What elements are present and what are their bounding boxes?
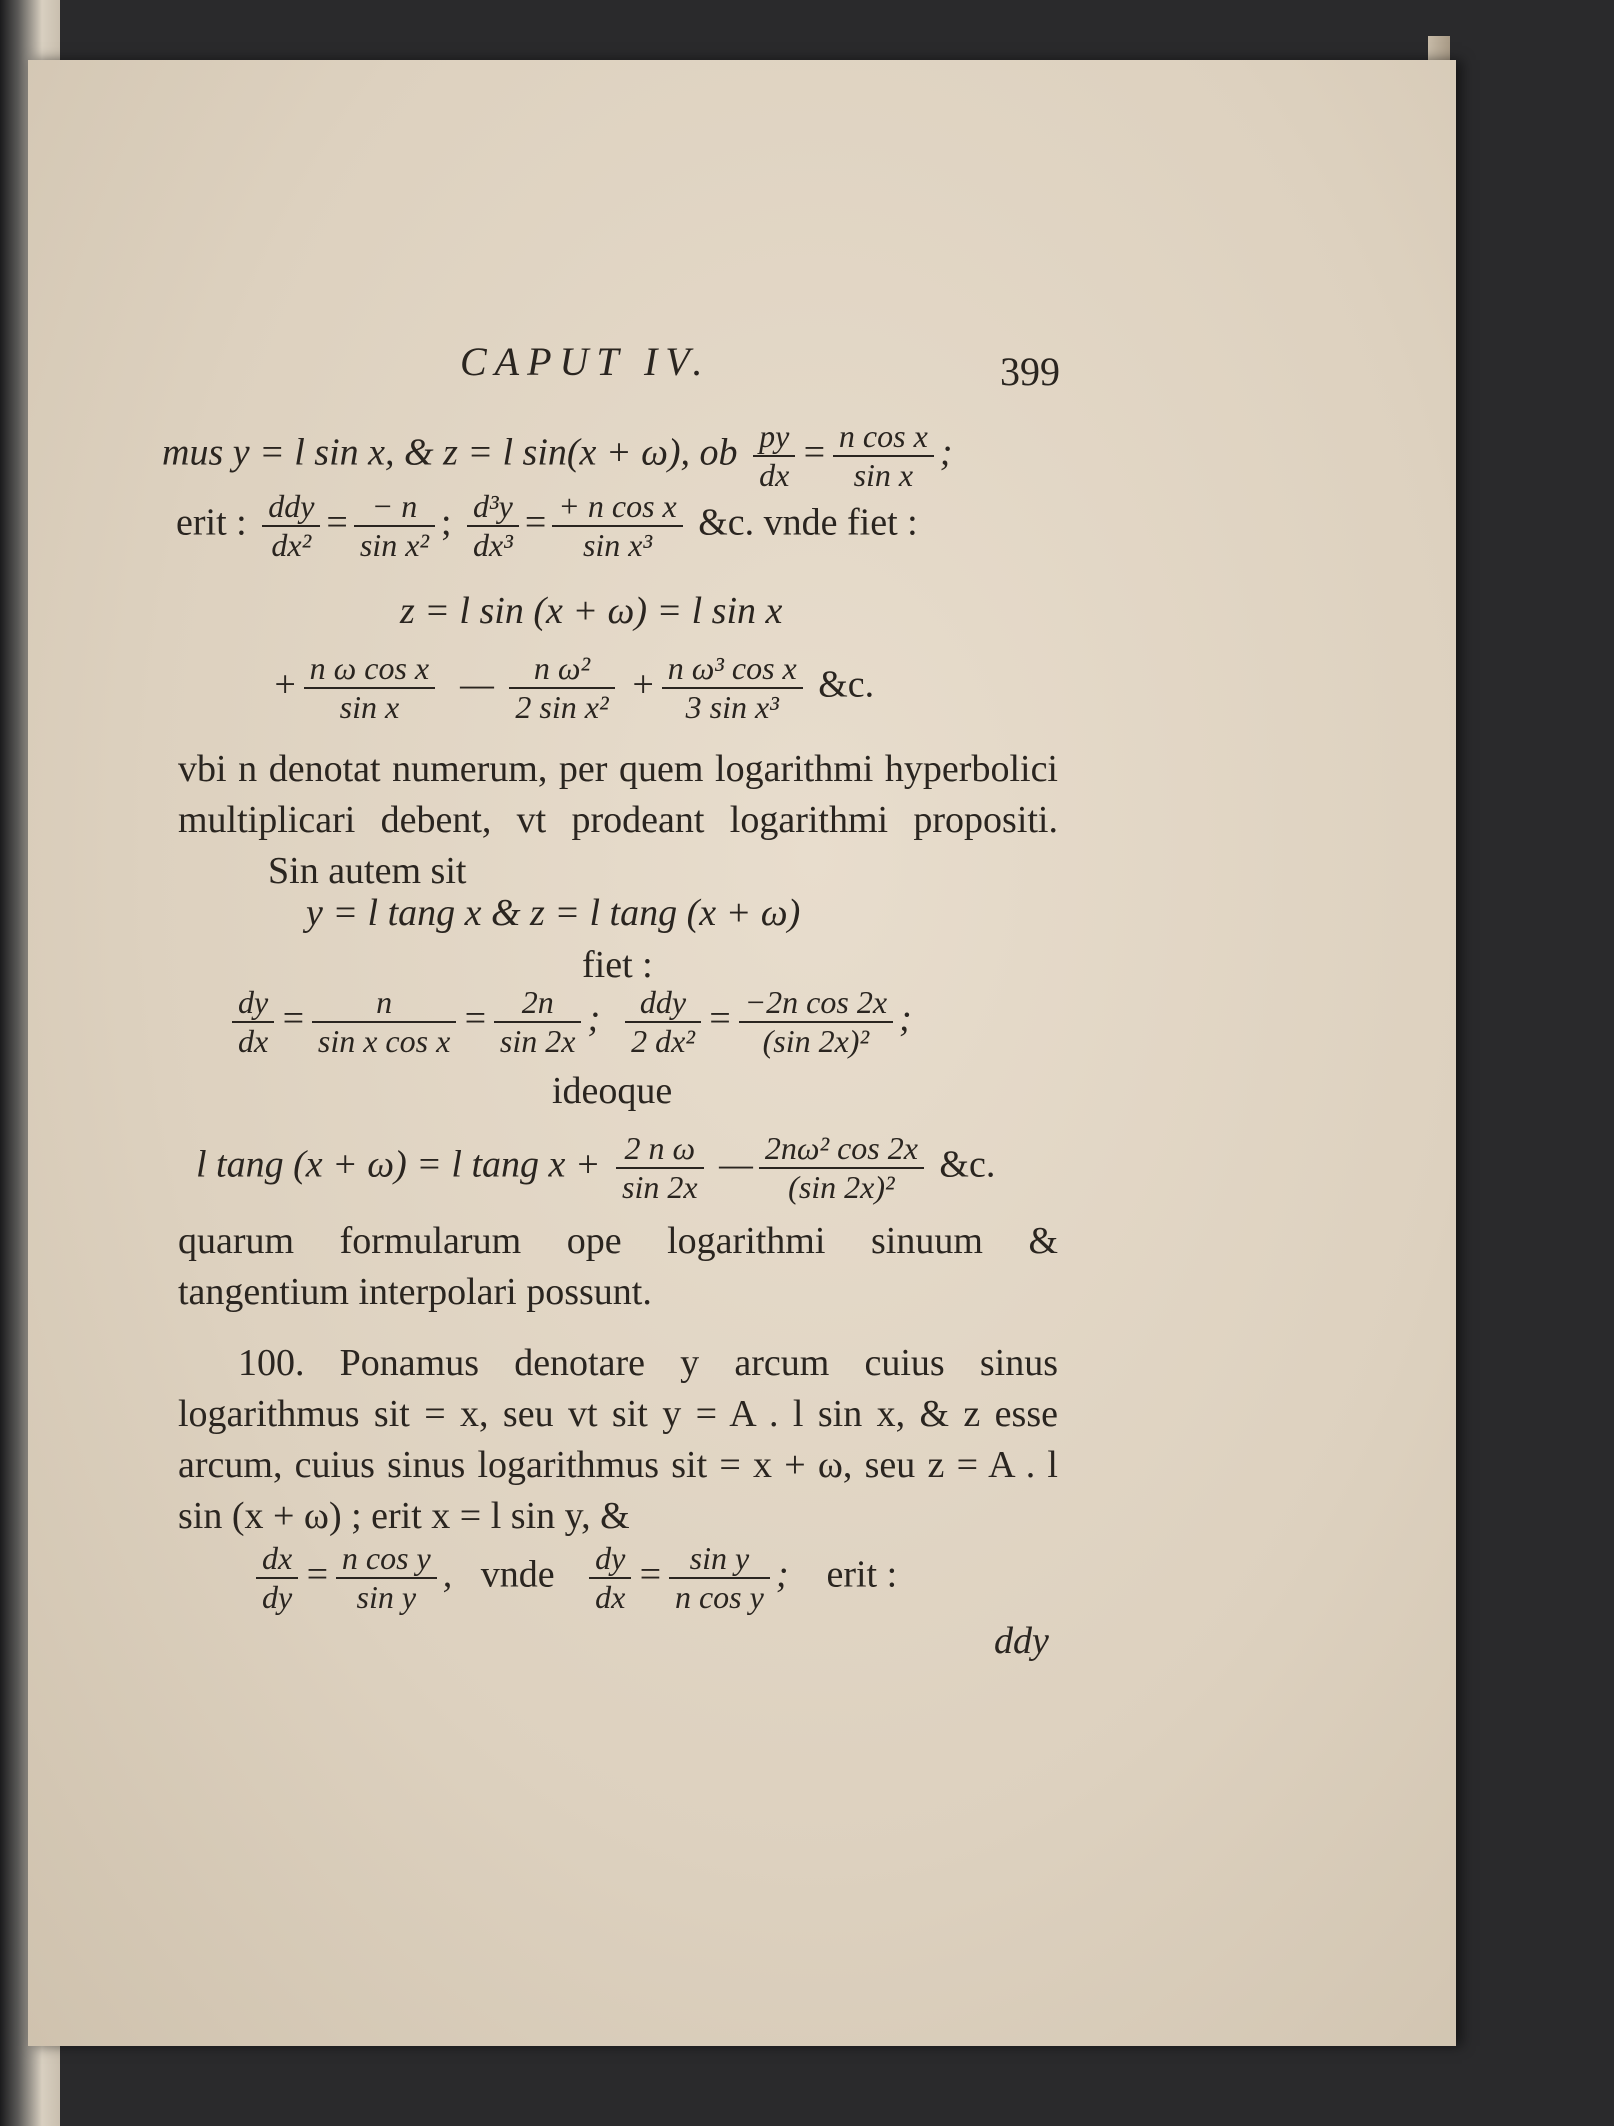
fraction: $\frac{\text{n cos x}}{\text{sin x}}$: [833, 418, 934, 494]
fraction: $\frac{2n}{\sin 2x}$: [494, 984, 582, 1060]
chapter-header: CAPUT IV.: [460, 339, 711, 384]
fraction: $\frac{n}{\text{sin x cos x}}$: [312, 984, 456, 1060]
formula-line-9: l tang (x + ω) = l tang x + $\frac{\text{2 n ω}}{\sin 2x}$ — $\frac{\text{2nω² cos 2x}}{\text{(sin 2x)²}}$ &c.: [196, 1130, 996, 1205]
formula-line-5: y = l tang x & z = l tang (x + ω): [306, 892, 801, 934]
fraction: $\frac{\text{n ω³ cos x}}{\text{3 sin x³}}$: [662, 650, 803, 726]
paragraph-1: vbi n denotat numerum, per quem logarithmi hyperbolici multiplicari debent, vt prodeant logarithmi propositi. Sin autem sit: [178, 748, 1058, 892]
formula-line-10: $\frac{dx}{dy}$ = $\frac{\text{n cos y}}{\text{sin y}}$ , vnde $\frac{dy}{dx}$ = $\frac{\text{sin y}}{\text{n cos y}}$ ; erit :: [250, 1540, 897, 1616]
fraction: $\frac{py}{dx}$: [753, 418, 795, 494]
paragraph-2: quarum formularum ope logarithmi sinuum & tangentium interpolari possunt.: [178, 1220, 1058, 1313]
fraction: $\frac{\text{ddy}}{\text{dx²}}$: [262, 488, 320, 564]
formula-line-1: mus y = l sin x, & z = l sin(x + ω), ob $\frac{py}{dx}$ = $\frac{\text{n cos x}}{\text{sin x}}$ ;: [162, 418, 953, 493]
line-1-text: mus y = l sin x, & z = l sin(x + ω), ob: [162, 431, 738, 474]
formula-line-8: ideoque: [552, 1070, 673, 1112]
fraction: $\frac{\text{sin y}}{\text{n cos y}}$: [669, 1540, 770, 1616]
fraction: $\frac{dy}{dx}$: [232, 984, 274, 1060]
fraction: $\frac{\text{2nω² cos 2x}}{\text{(sin 2x)²}}$: [759, 1130, 924, 1206]
formula-line-7: $\frac{dy}{dx}$ = $\frac{n}{\text{sin x cos x}}$ = $\frac{2n}{\sin 2x}$ ; $\frac{\text{ddy}}{\text{2 dx²}}$ = $\frac{\text{−2n cos 2x}}{\text{(sin 2x)²}}$ ;: [226, 984, 912, 1060]
fraction: $\frac{\text{ddy}}{\text{2 dx²}}$: [625, 984, 701, 1060]
fraction: $\frac{\text{d³y}}{\text{dx³}}$: [467, 488, 519, 564]
page-number: 399: [1000, 349, 1060, 394]
fraction: $\frac{- n}{\text{sin x²}}$: [354, 488, 435, 564]
formula-line-6: fiet :: [582, 944, 653, 986]
formula-line-3: z = l sin (x + ω) = l sin x: [400, 590, 783, 632]
fraction: $\frac{\text{−2n cos 2x}}{\text{(sin 2x)²}}$: [739, 984, 893, 1060]
formula-line-4: + $\frac{\text{n ω cos x}}{\text{sin x}}$ — $\frac{\text{n ω²}}{\text{2 sin x²}}$ + $\frac{\text{n ω³ cos x}}{\text{3 sin x³}}$ &c.: [272, 650, 875, 725]
fraction: $\frac{\text{n ω cos x}}{\text{sin x}}$: [304, 650, 435, 726]
fraction: $\frac{\text{n ω²}}{\text{2 sin x²}}$: [509, 650, 614, 726]
fraction: $\frac{dx}{dy}$: [256, 1540, 298, 1616]
catchword: ddy: [994, 1620, 1049, 1662]
formula-line-2: erit : $\frac{\text{ddy}}{\text{dx²}}$ = $\frac{- n}{\text{sin x²}}$ ; $\frac{\text{d³y}}{\text{dx³}}$ = $\frac{\text{+ n cos x}}{\text{sin x³}}$ &c. vnde fiet :: [176, 488, 918, 563]
fraction: $\frac{\text{n cos y}}{\text{sin y}}$: [336, 1540, 437, 1616]
fraction: $\frac{\text{2 n ω}}{\sin 2x}$: [616, 1130, 704, 1206]
paragraph-3: 100. Ponamus denotare y arcum cuius sinus logarithmus sit = x, seu vt sit y = A . l sin x, & z esse arcum, cuius sinus logarithmus sit = x + ω, seu z = A . l sin (x + ω) ; erit x = l sin y, &: [178, 1342, 1058, 1537]
fraction: $\frac{dy}{dx}$: [589, 1540, 631, 1616]
fraction: $\frac{\text{+ n cos x}}{\text{sin x³}}$: [552, 488, 682, 564]
